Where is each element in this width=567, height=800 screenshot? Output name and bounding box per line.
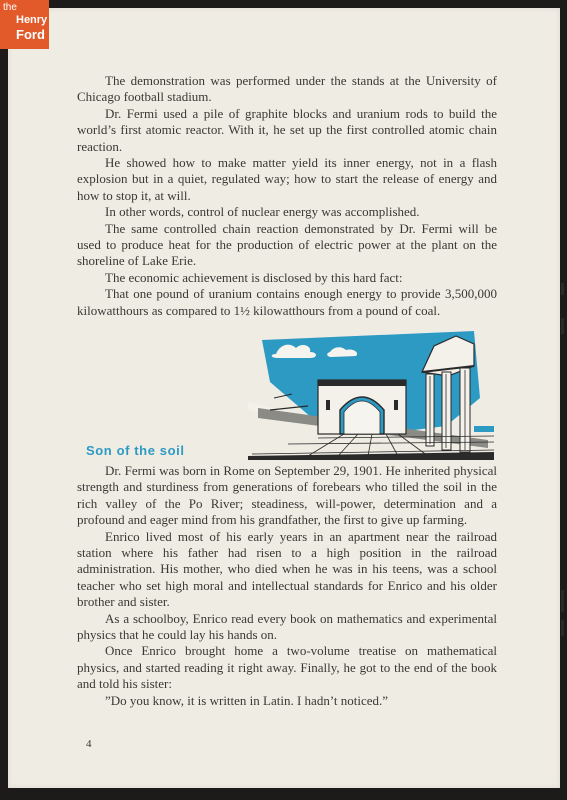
page-edge-mark-2 xyxy=(561,318,564,334)
paragraph: The demonstration was performed under the stands at the University of Chicago football stadium. xyxy=(77,73,497,105)
paragraph: As a schoolboy, Enrico read every book on mathematics and experimental physics that he could lay his hands on. xyxy=(77,610,497,643)
paragraph: In other words, control of nuclear energy was accomplished. xyxy=(105,204,420,220)
paragraph: Enrico lived most of his early years in an apartment near the railroad station where his father had risen to a high position in the railroad administration. His mother, who died when he was in his teens, was a school teacher who set high moral and intellectual standards for Enrico and his older brother and sister. xyxy=(77,528,497,610)
page-edge-mark-4 xyxy=(561,620,564,636)
body-text-top xyxy=(77,73,497,319)
paragraph: The same controlled chain reaction demonstrated by Dr. Fermi will be used to produce heat for the production of electric power at the plant on the shoreline of Lake Erie. xyxy=(77,220,497,269)
paragraph: Dr. Fermi used a pile of graphite blocks and uranium rods to build the world’s first atomic reactor. With it, he set up the first controlled atomic chain reaction. xyxy=(77,105,497,154)
page-edge-mark-3 xyxy=(561,590,564,612)
paragraph: That one pound of uranium contains enough energy to provide 3,500,000 kilowatthours as compared to 1½ kilowatthours from a pound of coal. xyxy=(77,286,497,318)
paragraph: Dr. Fermi was born in Rome on September 29, 1901. He inherited physical strength and sturdiness from generations of forebears who tilled the soil in the rich valley of the Po River; steadiness, will-power, determination and a profound and eager mind from his grandfather, the first to give up farming. xyxy=(77,463,497,528)
paragraph: ”Do you know, it is written in Latin. I hadn’t noticed.” xyxy=(105,692,389,708)
logo-henry: Henry xyxy=(16,14,48,26)
paragraph: Once Enrico brought home a two-volume treatise on mathematical physics, and started reading it right away. Finally, he got to the end of the book and told his sister: xyxy=(77,643,497,692)
logo-ford: Ford xyxy=(16,27,45,42)
logo-the: the xyxy=(3,2,17,13)
paragraph: He showed how to make matter yield its inner energy, not in a flash explosion but in a quiet, regulated way; how to start the release of energy and how to stop it, at will. xyxy=(77,155,497,203)
body-text-bottom xyxy=(77,463,497,709)
page-number: 4 xyxy=(86,738,92,750)
section-heading: Son of the soil xyxy=(86,443,185,458)
roman-ruins-illustration xyxy=(248,328,494,460)
page-edge-mark-1 xyxy=(561,283,564,295)
henry-ford-logo xyxy=(0,0,49,49)
paragraph: The economic achievement is disclosed by this hard fact: xyxy=(105,269,403,285)
